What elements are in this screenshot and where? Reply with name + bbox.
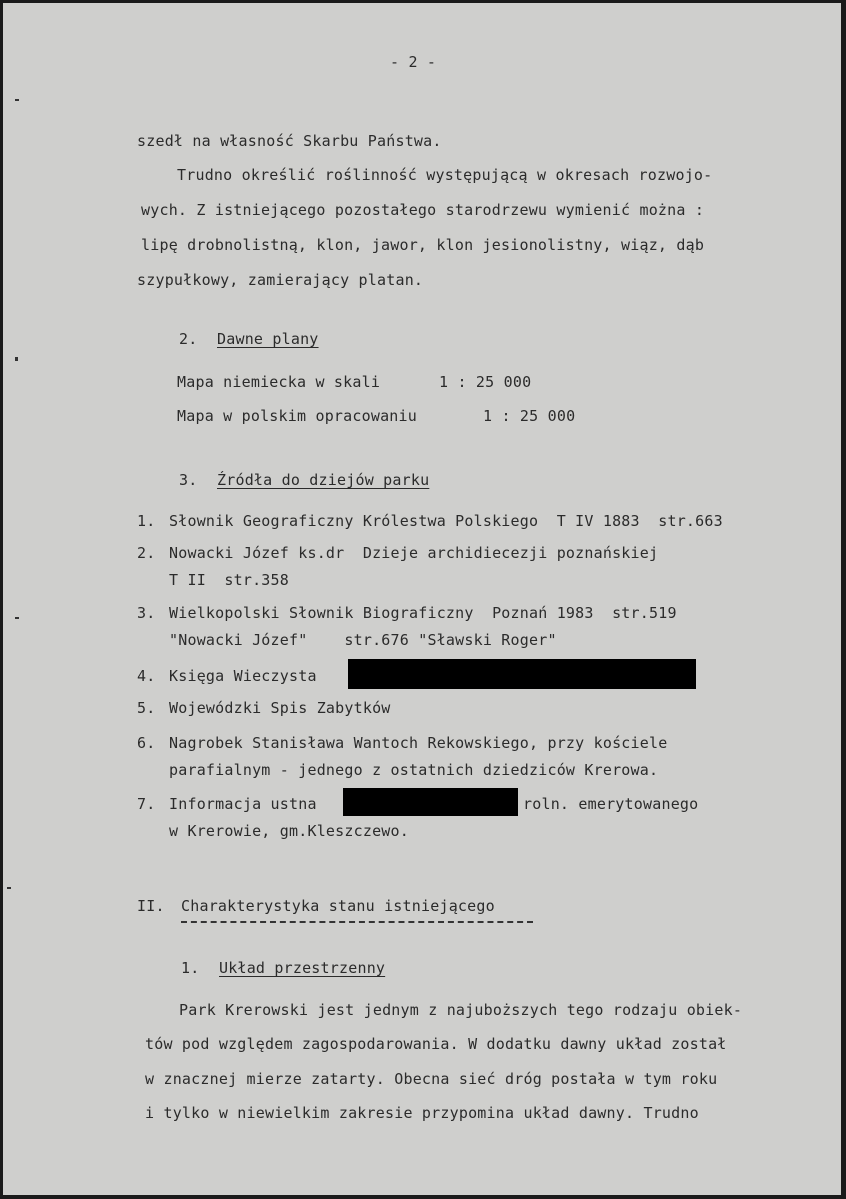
map-1-scale: 1 : 25 000 <box>439 373 532 391</box>
source-3-text-cont: "Nowacki Józef" str.676 "Sławski Roger" <box>169 631 557 649</box>
map-1-label: Mapa niemiecka w skali <box>177 373 381 391</box>
source-6-text: Nagrobek Stanisława Wantoch Rekowskiego, przy kościele <box>169 734 668 752</box>
body-line-4: i tylko w niewielkim zakresie przypomina układ dawny. Trudno <box>145 1104 699 1122</box>
source-6-text-cont: parafialnym - jednego z ostatnich dziedziców Krerowa. <box>169 761 659 779</box>
body-line-3: w znacznej mierze zatarty. Obecna sieć dróg postała w tym roku <box>145 1070 718 1088</box>
section-2-number: 2. <box>179 330 198 348</box>
intro-line-1: szedł na własność Skarbu Państwa. <box>137 132 442 150</box>
source-5-number: 5. <box>137 699 156 717</box>
chapter-2-heading: Charakterystyka stanu istniejącego <box>181 897 495 915</box>
subsection-1-number: 1. <box>181 959 200 977</box>
source-2-text-cont: T II str.358 <box>169 571 289 589</box>
source-5-text: Wojewódzki Spis Zabytków <box>169 699 391 717</box>
margin-mark <box>15 617 19 619</box>
map-2-label: Mapa w polskim opracowaniu <box>177 407 417 425</box>
section-3-number: 3. <box>179 471 198 489</box>
source-4-text: Księga Wieczysta <box>169 667 317 685</box>
source-3-number: 3. <box>137 604 156 622</box>
redaction-bar <box>343 788 518 816</box>
chapter-2-number: II. <box>137 897 165 915</box>
source-7-text-cont: w Krerowie, gm.Kleszczewo. <box>169 822 409 840</box>
margin-mark <box>7 887 11 889</box>
intro-line-4: lipę drobnolistną, klon, jawor, klon jesionolistny, wiąz, dąb <box>141 236 705 254</box>
source-7-text-tail: roln. emerytowanego <box>523 795 699 813</box>
margin-mark <box>15 99 19 101</box>
source-1-number: 1. <box>137 512 156 530</box>
source-7-number: 7. <box>137 795 156 813</box>
intro-line-2: Trudno określić roślinność występującą w okresach rozwojo- <box>177 166 713 184</box>
document-page <box>3 3 841 1195</box>
section-2-heading: Dawne plany <box>217 330 319 348</box>
source-4-number: 4. <box>137 667 156 685</box>
map-2-scale: 1 : 25 000 <box>483 407 576 425</box>
margin-mark <box>15 357 18 361</box>
redaction-bar <box>348 659 696 689</box>
subsection-1-heading: Układ przestrzenny <box>219 959 386 977</box>
intro-line-3: wych. Z istniejącego pozostałego starodrzewu wymienić można : <box>141 201 705 219</box>
section-3-heading: Źródła do dziejów parku <box>217 471 430 489</box>
body-line-2: tów pod względem zagospodarowania. W dodatku dawny układ został <box>145 1035 727 1053</box>
source-7-text: Informacja ustna <box>169 795 317 813</box>
body-line-1: Park Krerowski jest jednym z najuboższych tego rodzaju obiek- <box>179 1001 743 1019</box>
intro-line-5: szypułkowy, zamierający platan. <box>137 271 424 289</box>
chapter-2-underline <box>181 921 533 923</box>
source-2-number: 2. <box>137 544 156 562</box>
source-3-text: Wielkopolski Słownik Biograficzny Poznań 1983 str.519 <box>169 604 677 622</box>
source-1-text: Słownik Geograficzny Królestwa Polskiego T IV 1883 str.663 <box>169 512 723 530</box>
source-6-number: 6. <box>137 734 156 752</box>
page-number: - 2 - <box>390 53 437 71</box>
source-2-text: Nowacki Józef ks.dr Dzieje archidiecezji poznańskiej <box>169 544 659 562</box>
